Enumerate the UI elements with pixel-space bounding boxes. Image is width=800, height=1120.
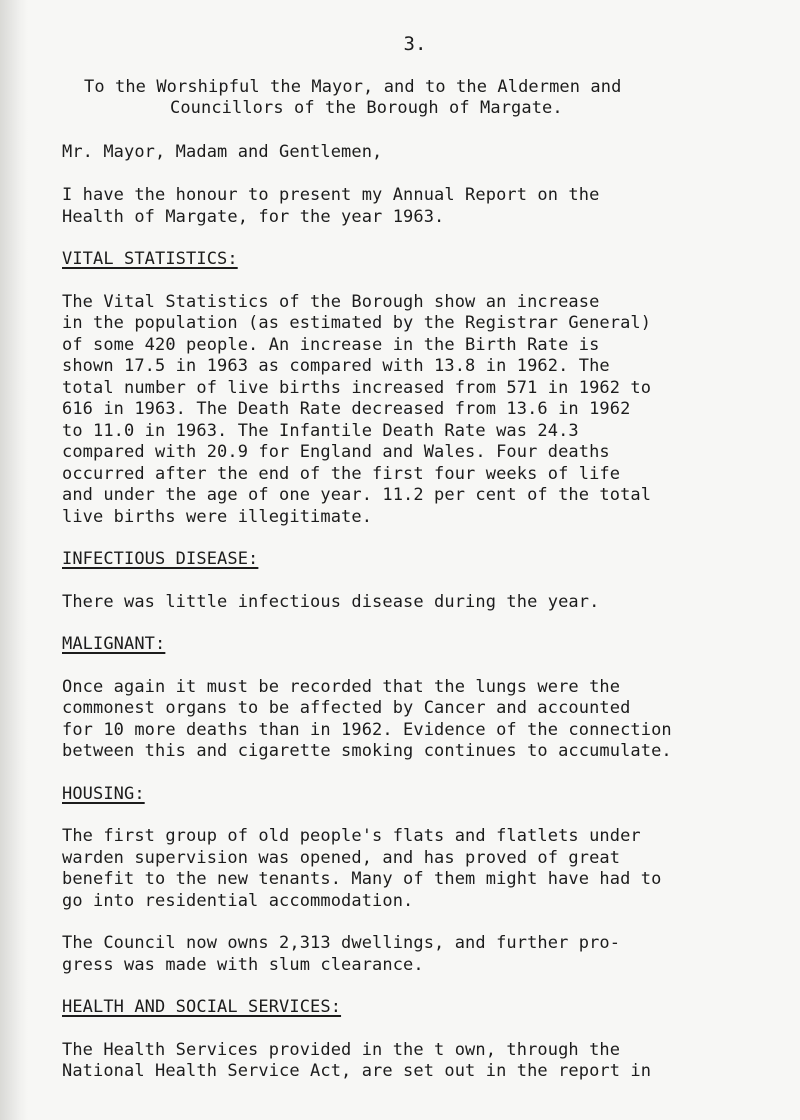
text-line: compared with 20.9 for England and Wales. Four deaths [62, 442, 610, 462]
text-line: between this and cigarette smoking continues to accumulate. [62, 741, 672, 761]
address-line: To the Worshipful the Mayor, and to the Aldermen and [84, 76, 622, 97]
section-heading: HOUSING: [62, 783, 145, 804]
text-line: total number of live births increased from 571 in 1962 to [62, 377, 652, 398]
section-heading: INFECTIOUS DISEASE: [62, 549, 259, 569]
text-line: benefit to the new tenants. Many of them might have had to [62, 869, 662, 889]
section-heading: VITAL STATISTICS: [62, 249, 238, 269]
text-line: warden supervision was opened, and has proved of great [62, 847, 621, 868]
section-body [62, 592, 752, 614]
text-line: National Health Service Act, are set out in the report in [62, 1061, 652, 1081]
section-vital-statistics [62, 249, 752, 528]
section-heading: MALIGNANT: [62, 634, 166, 654]
text-line: commonest organs to be affected by Cancer and accounted [62, 698, 631, 718]
text-line: gress was made with slum clearance. [62, 954, 424, 975]
section-housing [62, 784, 752, 977]
section-infectious-disease [62, 549, 752, 613]
text-line: live births were illegitimate. [62, 506, 373, 527]
text-line: of some 420 people. An increase in the Birth Rate is [62, 334, 600, 355]
salutation: Mr. Mayor, Madam and Gentlemen, [62, 141, 383, 162]
text-line: to 11.0 in 1963. The Infantile Death Rate was 24.3 [62, 420, 579, 441]
address [62, 77, 752, 120]
section-body [62, 1040, 752, 1083]
page-number: 3. [403, 33, 427, 55]
page-edge-shadow [0, 0, 28, 1120]
text-line: occurred after the end of the first four weeks of life [62, 463, 621, 484]
text-line: shown 17.5 in 1963 as compared with 13.8 in 1962. The [62, 356, 610, 376]
text-line: 616 in 1963. The Death Rate decreased from 13.6 in 1962 [62, 399, 631, 419]
intro-line: I have the honour to present my Annual Report on the [62, 185, 600, 205]
report-page [62, 34, 752, 1083]
text-line: for 10 more deaths than in 1962. Evidence of the connection [62, 719, 672, 740]
text-line: The Health Services provided in the t own, through the [62, 1039, 621, 1060]
section-malignant [62, 634, 752, 763]
intro-paragraph [62, 185, 752, 228]
address-line: Councillors of the Borough of Margate. [170, 98, 563, 118]
text-line: The Council now owns 2,313 dwellings, and further pro- [62, 933, 621, 953]
section-heading: HEALTH AND SOCIAL SERVICES: [62, 997, 342, 1017]
intro-line: Health of Margate, for the year 1963. [62, 206, 445, 227]
text-line: There was little infectious disease during the year. [62, 591, 600, 612]
text-line: Once again it must be recorded that the lungs were the [62, 676, 621, 697]
text-line: go into residential accommodation. [62, 890, 414, 911]
text-line: in the population (as estimated by the Registrar General) [62, 313, 652, 333]
text-line: The first group of old people's flats and flatlets under [62, 826, 641, 846]
section-body [62, 933, 752, 976]
text-line: and under the age of one year. 11.2 per cent of the total [62, 485, 652, 505]
section-health-social-services [62, 997, 752, 1083]
section-body [62, 826, 752, 912]
section-body [62, 677, 752, 763]
text-line: The Vital Statistics of the Borough show an increase [62, 291, 600, 312]
section-body [62, 292, 752, 529]
